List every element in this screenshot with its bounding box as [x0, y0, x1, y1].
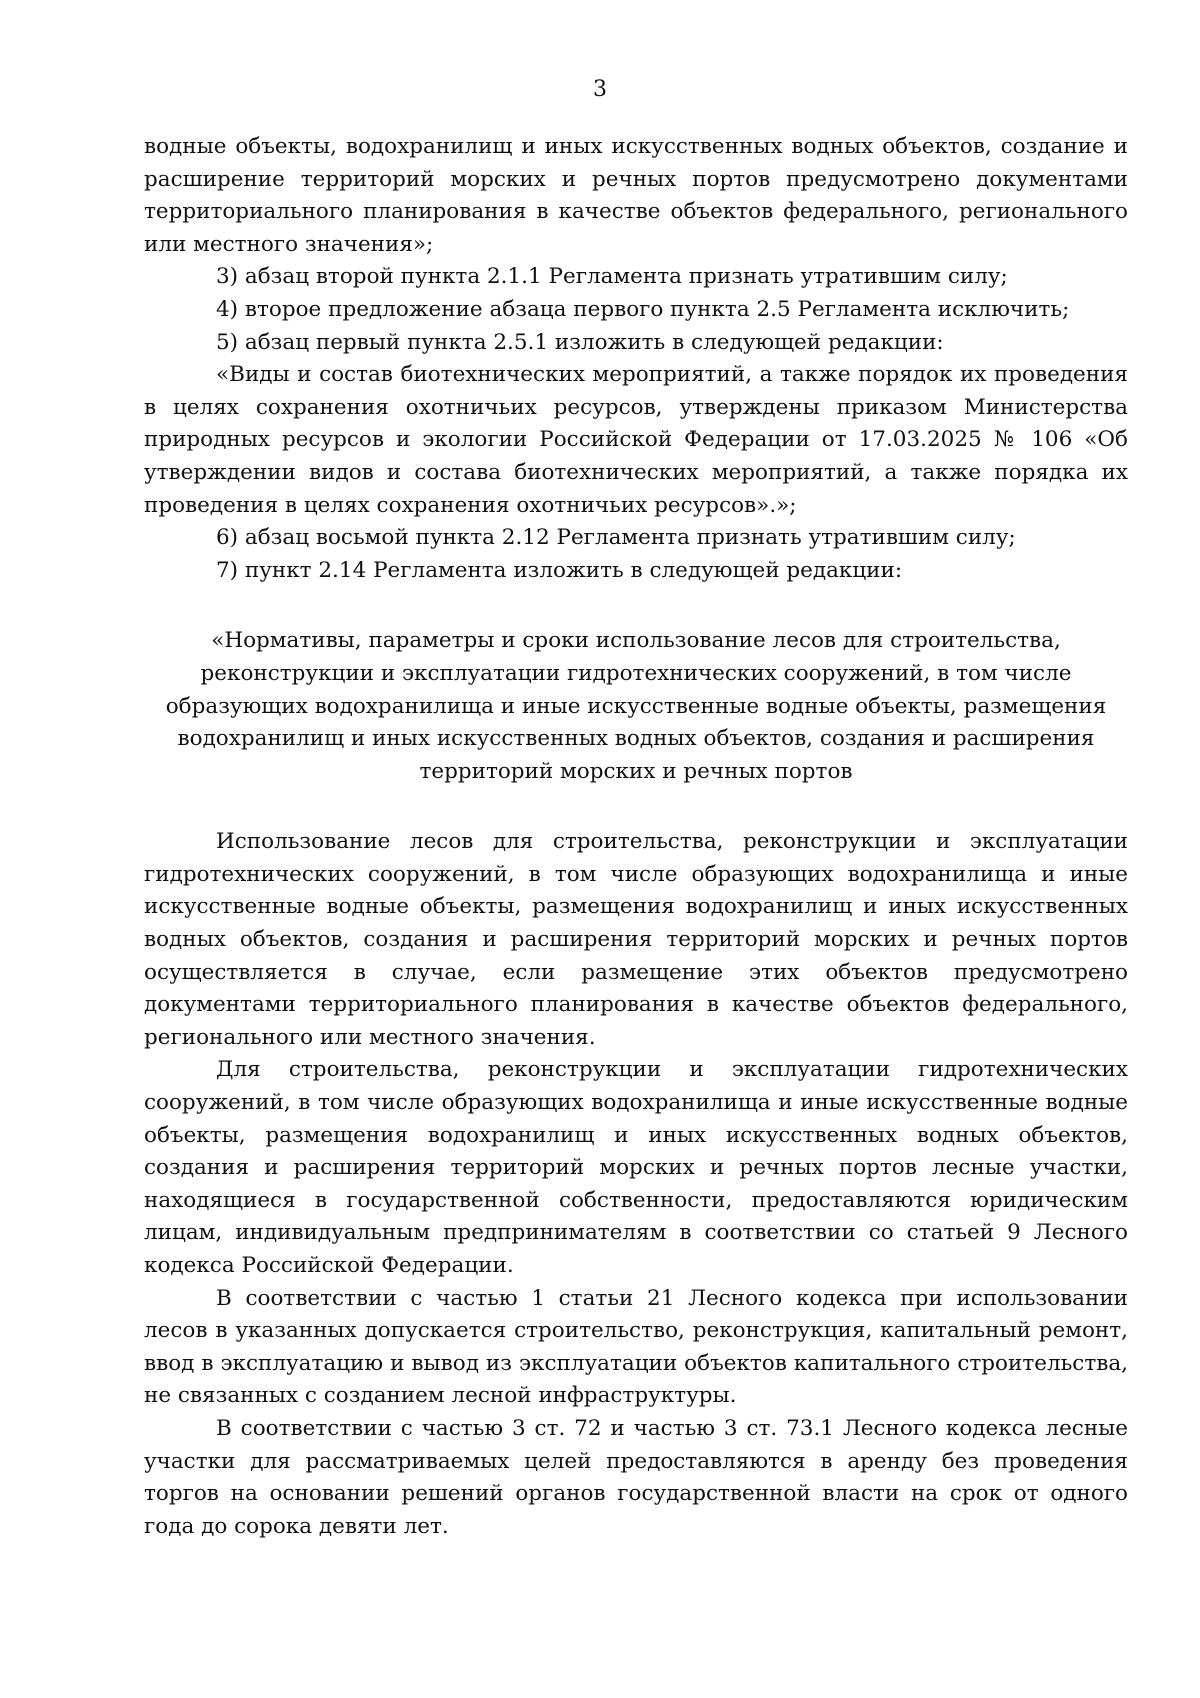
paragraph: 5) абзац первый пункта 2.5.1 изложить в следующей редакции: — [216, 329, 944, 355]
paragraph: водные объекты, водохранилищ и иных искусственных водных объектов, создание и расширение территорий морских и речных портов предусмотрено документами территориального планирования в качестве объектов федерального, регионального или местного значения»; — [144, 134, 1128, 257]
section-heading-text: «Нормативы, параметры и сроки использование лесов для строительства, реконструкции и эксплуатации гидротехнических сооружений, в том числе образующих водохранилища и иные искусственные водные объекты, размещения водохранилищ и иных искусственных водных объектов, создания и расширения территорий морских и речных портов — [165, 628, 1107, 784]
paragraph: 7) пункт 2.14 Регламента изложить в следующей редакции: — [216, 557, 903, 583]
paragraphs-before — [144, 131, 1128, 587]
paragraph: 4) второе предложение абзаца первого пункта 2.5 Регламента исключить; — [216, 296, 1070, 322]
document-body — [144, 131, 1128, 1543]
paragraph: Для строительства, реконструкции и эксплуатации гидротехнических сооружений, в том числе образующих водохранилища и иные искусственные водные объекты, размещения водохранилищ и иных искусственных водных объектов, создания и расширения территорий морских и речных портов лесные участки, находящиеся в государственной собственности, предоставляются юридическим лицам, индивидуальным предпринимателям в соответствии со статьей 9 Лесного кодекса Российской Федерации. — [144, 1057, 1128, 1278]
page-number: 3 — [593, 77, 607, 102]
paragraph: «Виды и состав биотехнических мероприятий, а также порядок их проведения в целях сохранения охотничьих ресурсов, утверждены приказом Министерства природных ресурсов и экологии Российской Федерации от 17.03.2025 № 106 «Об утверждении видов и состава биотехнических мероприятий, а также порядка их проведения в целях сохранения охотничьих ресурсов».»; — [144, 362, 1128, 518]
paragraph: 3) абзац второй пункта 2.1.1 Регламента признать утратившим силу; — [216, 264, 1008, 290]
paragraph: В соответствии с частью 3 ст. 72 и частью 3 ст. 73.1 Лесного кодекса лесные участки для рассматриваемых целей предоставляются в аренду без проведения торгов на основании решений органов государственной власти на срок от одного года до сорока девяти лет. — [144, 1415, 1128, 1539]
paragraph: 6) абзац восьмой пункта 2.12 Регламента признать утратившим силу; — [216, 525, 1016, 551]
paragraph: Использование лесов для строительства, реконструкции и эксплуатации гидротехнических сооружений, в том числе образующих водохранилища и иные искусственные водные объекты, размещения водохранилищ и иных искусственных водных объектов, создания и расширения территорий морских и речных портов осуществляется в случае, если размещение этих объектов предусмотрено документами территориального планирования в качестве объектов федерального, регионального или местного значения. — [144, 829, 1128, 1050]
paragraph: В соответствии с частью 1 статьи 21 Лесного кодекса при использовании лесов в указанных допускается строительство, реконструкция, капитальный ремонт, ввод в эксплуатацию и вывод из эксплуатации объектов капитального строительства, не связанных с созданием лесной инфраструктуры. — [144, 1285, 1128, 1409]
section-heading — [144, 625, 1128, 788]
paragraphs-after — [144, 826, 1128, 1543]
